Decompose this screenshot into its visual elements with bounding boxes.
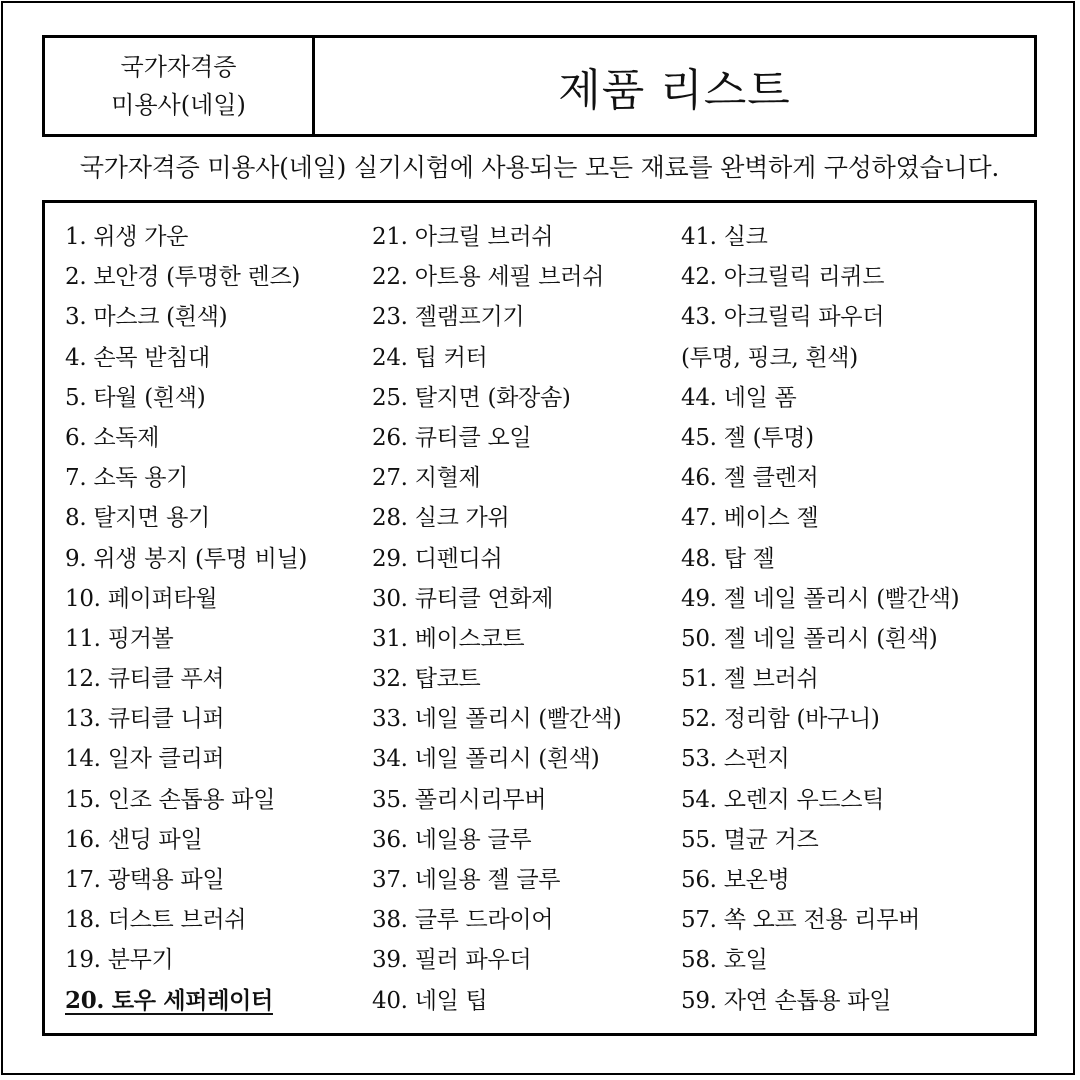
list-item: 9. 위생 봉지 (투명 비닐) [65,545,308,572]
list-item: 21. 아크릴 브러쉬 [372,224,554,250]
certification-line-1: 국가자격증 [120,53,237,81]
list-item: 40. 네일 팁 [372,987,488,1014]
list-item: 22. 아트용 세필 브러쉬 [372,264,605,291]
list-item: 29. 디펜디쉬 [372,545,503,572]
list-item: 31. 베이스코트 [372,625,525,652]
list-item: 57. 쏙 오프 전용 리무버 [681,907,921,934]
list-item-highlighted: 20. 토우 세퍼레이터 [65,986,273,1014]
list-item: 42. 아크릴릭 리퀴드 [681,264,885,291]
list-item: 8. 탈지면 용기 [65,505,210,532]
list-item: 44. 네일 폼 [681,384,797,411]
list-item: 5. 타월 (흰색) [65,384,206,411]
list-item: 39. 필러 파우더 [372,947,532,974]
list-item: 25. 탈지면 (화장솜) [372,384,571,411]
list-item: 4. 손목 받침대 [65,344,210,371]
product-column-1 [65,217,307,1021]
list-item: 17. 광택용 파일 [65,867,225,893]
list-item: 18. 더스트 브러쉬 [65,907,247,934]
list-item: 2. 보안경 (투명한 렌즈) [65,264,301,291]
list-item: 55. 멸균 거즈 [681,826,819,853]
list-item: 35. 폴리시리무버 [372,786,547,813]
list-item: 45. 젤 (투명) [681,424,814,451]
product-column-2 [372,217,621,1021]
list-item: 53. 스펀지 [681,746,790,773]
list-item: 46. 젤 클렌저 [681,465,819,492]
list-item: 50. 젤 네일 폴리시 (흰색) [681,625,938,652]
certification-line-2: 미용사(네일) [111,91,246,119]
list-item: 56. 보온병 [681,867,790,893]
list-item: 47. 베이스 젤 [681,505,819,532]
list-item: 16. 샌딩 파일 [65,826,203,853]
list-item: 58. 호일 [681,947,768,974]
list-item: 15. 인조 손톱용 파일 [65,786,276,813]
product-column-3 [681,217,959,1021]
list-item: 7. 소독 용기 [65,465,189,492]
list-item: 59. 자연 손톱용 파일 [681,987,892,1014]
list-item: 24. 팁 커터 [372,344,488,371]
list-item: 14. 일자 클리퍼 [65,746,225,773]
header [42,35,1037,137]
list-item: 33. 네일 폴리시 (빨간색) [372,706,622,733]
list-item: 32. 탑코트 [372,666,481,693]
list-item: 26. 큐티클 오일 [372,424,532,451]
list-item: 12. 큐티클 푸셔 [65,666,225,693]
list-item: 6. 소독제 [65,424,160,451]
list-item: 49. 젤 네일 폴리시 (빨간색) [681,585,960,612]
list-item: 23. 젤램프기기 [372,304,525,331]
list-item: 1. 위생 가운 [65,224,189,250]
list-item: 13. 큐티클 니퍼 [65,706,225,733]
list-item: 54. 오렌지 우드스틱 [681,786,885,813]
intro-text: 국가자격증 미용사(네일) 실기시험에 사용되는 모든 재료를 완벽하게 구성하였습니다. [79,153,1000,182]
page-title: 제품 리스트 [558,65,791,116]
list-item: 34. 네일 폴리시 (흰색) [372,746,600,773]
list-item: 10. 페이퍼타월 [65,585,218,612]
product-list [42,200,1037,1036]
list-item: 27. 지혈제 [372,465,481,492]
list-item: 52. 정리함 (바구니) [681,706,880,733]
list-item: 43. 아크릴릭 파우더 [681,304,885,331]
list-item-continuation: (투명, 핑크, 흰색) [681,344,858,371]
list-item: 30. 큐티클 연화제 [372,585,554,612]
list-item: 11. 핑거볼 [65,625,174,652]
list-item: 48. 탑 젤 [681,545,775,572]
list-item: 3. 마스크 (흰색) [65,304,228,331]
list-item: 36. 네일용 글루 [372,826,532,853]
list-item: 19. 분무기 [65,947,174,974]
list-item: 38. 글루 드라이어 [372,907,554,934]
certification-label [45,38,315,134]
list-item: 37. 네일용 젤 글루 [372,867,561,893]
list-item: 51. 젤 브러쉬 [681,666,819,693]
list-item: 28. 실크 가위 [372,505,510,532]
list-item: 41. 실크 [681,224,768,250]
